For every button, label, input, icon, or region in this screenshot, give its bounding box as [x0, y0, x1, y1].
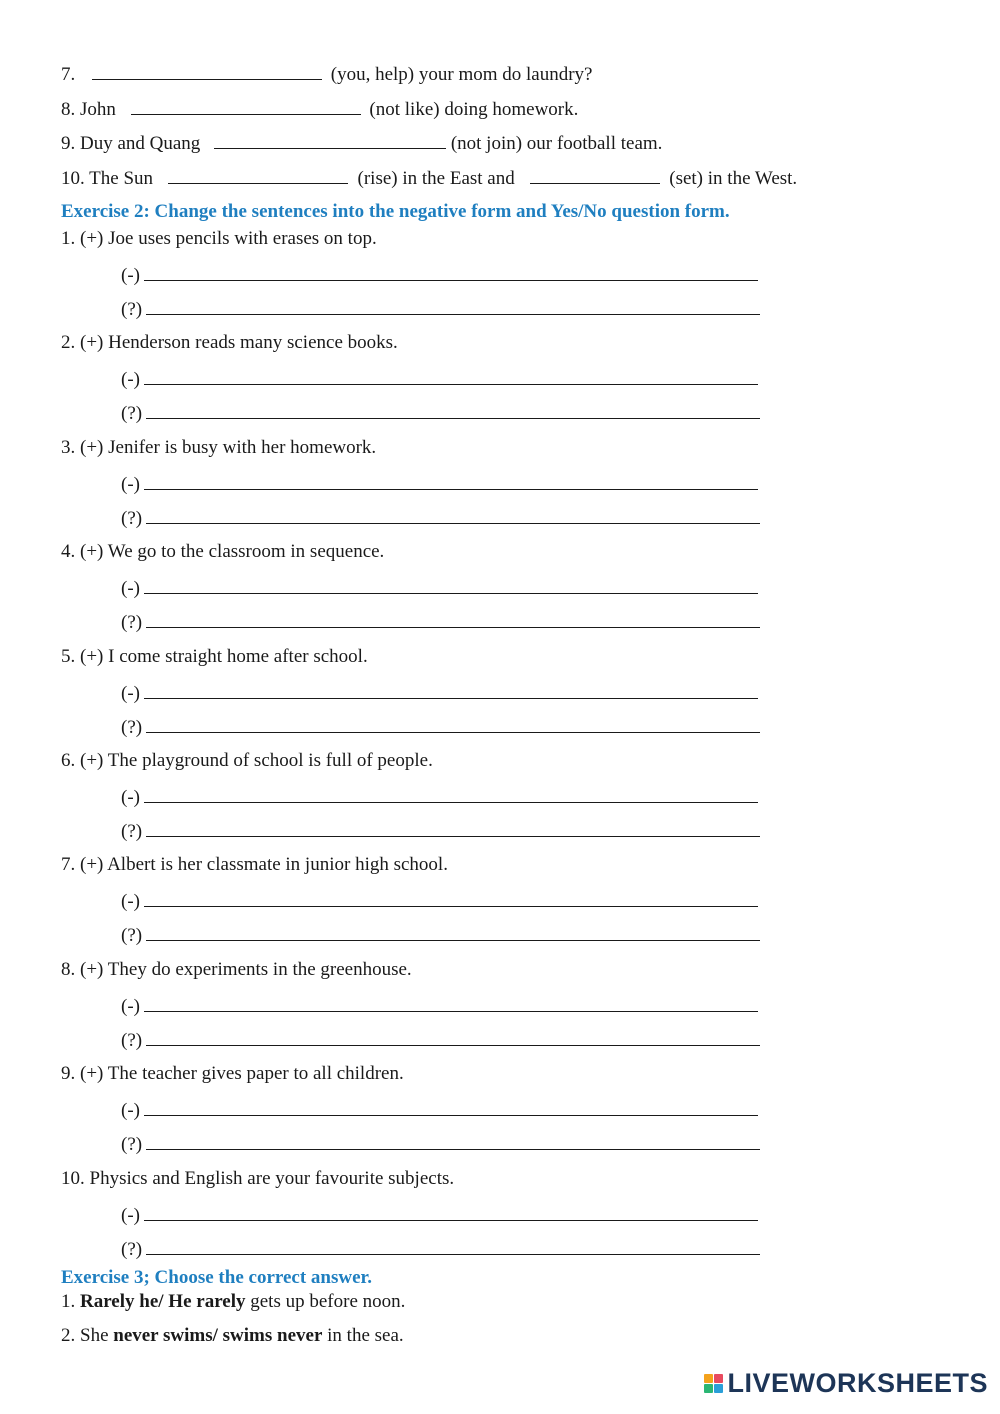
- negative-answer-row: [121, 367, 758, 391]
- answer-label: (-): [121, 265, 140, 286]
- negative-answer-row: [121, 994, 758, 1018]
- answer-blank[interactable]: [144, 1098, 758, 1116]
- answer-label: (?): [121, 716, 143, 738]
- question-answer-row: [121, 1237, 760, 1261]
- exercise3-heading: Exercise 3; Choose the correct answer.: [61, 1267, 372, 1288]
- answer-choice[interactable]: Rarely he/ He rarely: [80, 1291, 246, 1312]
- question-answer-row: [121, 401, 760, 425]
- item-text: (set) in the West.: [669, 168, 798, 189]
- exercise2-heading: Exercise 2: Change the sentences into the negative form and Yes/No question form.: [61, 201, 730, 222]
- answer-blank[interactable]: [146, 506, 760, 524]
- negative-answer-row: [121, 681, 758, 705]
- question-answer-row: [121, 506, 760, 530]
- negative-answer-row: [121, 263, 758, 287]
- exercise2-statement: 7. (+) Albert is her classmate in junior high school.: [61, 854, 448, 876]
- question-answer-row: [121, 1028, 760, 1052]
- answer-blank[interactable]: [146, 923, 760, 941]
- exercise2-statement: 2. (+) Henderson reads many science books.: [61, 332, 398, 354]
- exercise2-statement: 8. (+) They do experiments in the greenhouse.: [61, 958, 412, 980]
- answer-label: (?): [121, 299, 143, 320]
- exercise3-item-2: [61, 1325, 404, 1347]
- answer-blank[interactable]: [146, 401, 760, 419]
- answer-blank-2[interactable]: [530, 166, 660, 184]
- answer-blank[interactable]: [146, 819, 760, 837]
- negative-answer-row: [121, 889, 758, 913]
- exercise2-statement: 3. (+) Jenifer is busy with her homework.: [61, 436, 377, 458]
- item-text: (not like) doing homework.: [369, 99, 579, 120]
- answer-blank[interactable]: [144, 889, 758, 907]
- exercise3-item-1: [61, 1291, 405, 1313]
- item-text: 8. John: [61, 99, 116, 120]
- answer-label: (?): [121, 1238, 143, 1260]
- item-text: (you, help) your mom do laundry?: [330, 64, 593, 85]
- exercise2-statement: 4. (+) We go to the classroom in sequence.: [61, 541, 385, 563]
- item-text: 2. She: [61, 1325, 109, 1346]
- answer-label: (?): [121, 925, 143, 947]
- exercise1-item-8: [61, 97, 578, 121]
- answer-label: (?): [121, 821, 143, 842]
- answer-label: (?): [121, 1029, 143, 1051]
- answer-blank[interactable]: [144, 785, 758, 803]
- answer-label: (-): [121, 1100, 140, 1122]
- item-text: (rise) in the East and: [357, 168, 515, 189]
- answer-label: (?): [121, 612, 143, 634]
- logo-text: LIVEWORKSHEETS: [727, 1367, 988, 1398]
- answer-blank-1[interactable]: [168, 166, 348, 184]
- answer-blank[interactable]: [144, 263, 758, 281]
- answer-label: (-): [121, 1204, 140, 1226]
- liveworksheets-logo: [704, 1368, 988, 1398]
- answer-choice[interactable]: never swims/ swims never: [113, 1325, 323, 1346]
- answer-blank[interactable]: [144, 367, 758, 385]
- answer-label: (-): [121, 578, 140, 600]
- negative-answer-row: [121, 1203, 758, 1227]
- answer-blank[interactable]: [146, 297, 760, 315]
- answer-blank[interactable]: [146, 1028, 760, 1046]
- answer-blank[interactable]: [131, 97, 361, 115]
- item-text: 10. The Sun: [61, 168, 154, 189]
- negative-answer-row: [121, 576, 758, 600]
- answer-blank[interactable]: [92, 62, 322, 80]
- answer-blank[interactable]: [146, 610, 760, 628]
- answer-blank[interactable]: [214, 131, 446, 149]
- exercise1-item-7: [61, 62, 592, 86]
- answer-blank[interactable]: [146, 1132, 760, 1150]
- negative-answer-row: [121, 472, 758, 496]
- answer-blank[interactable]: [144, 681, 758, 699]
- item-text: gets up before noon.: [250, 1291, 406, 1312]
- exercise2-statement: 5. (+) I come straight home after school.: [61, 645, 368, 667]
- answer-blank[interactable]: [144, 1203, 758, 1221]
- answer-label: (?): [121, 1134, 143, 1156]
- question-answer-row: [121, 297, 760, 321]
- item-text: 9. Duy and Quang: [61, 133, 201, 154]
- item-number: 1.: [61, 1291, 76, 1312]
- answer-blank[interactable]: [146, 715, 760, 733]
- answer-blank[interactable]: [144, 994, 758, 1012]
- exercise2-statement: 6. (+) The playground of school is full of people.: [61, 750, 433, 771]
- question-answer-row: [121, 819, 760, 843]
- exercise2-statement: 1. (+) Joe uses pencils with erases on top.: [61, 228, 377, 249]
- item-text: in the sea.: [327, 1325, 404, 1346]
- answer-label: (-): [121, 682, 140, 704]
- item-text: (not join) our football team.: [450, 133, 663, 154]
- answer-blank[interactable]: [144, 576, 758, 594]
- negative-answer-row: [121, 1098, 758, 1122]
- item-number: 7.: [61, 64, 76, 85]
- question-answer-row: [121, 923, 760, 947]
- exercise2-statement: 9. (+) The teacher gives paper to all children.: [61, 1063, 404, 1085]
- answer-label: (-): [121, 473, 140, 495]
- answer-blank[interactable]: [146, 1237, 760, 1255]
- exercise2-statement: 10. Physics and English are your favourite subjects.: [61, 1167, 455, 1189]
- answer-label: (-): [121, 891, 140, 913]
- logo-mark-icon: [704, 1374, 723, 1393]
- answer-label: (?): [121, 507, 143, 529]
- question-answer-row: [121, 715, 760, 739]
- exercise1-item-10: [61, 166, 797, 190]
- answer-label: (-): [121, 369, 140, 391]
- question-answer-row: [121, 1132, 760, 1156]
- question-answer-row: [121, 610, 760, 634]
- answer-label: (?): [121, 403, 143, 425]
- answer-label: (-): [121, 995, 140, 1017]
- answer-blank[interactable]: [144, 472, 758, 490]
- exercise1-item-9: [61, 131, 662, 155]
- negative-answer-row: [121, 785, 758, 809]
- answer-label: (-): [121, 787, 140, 808]
